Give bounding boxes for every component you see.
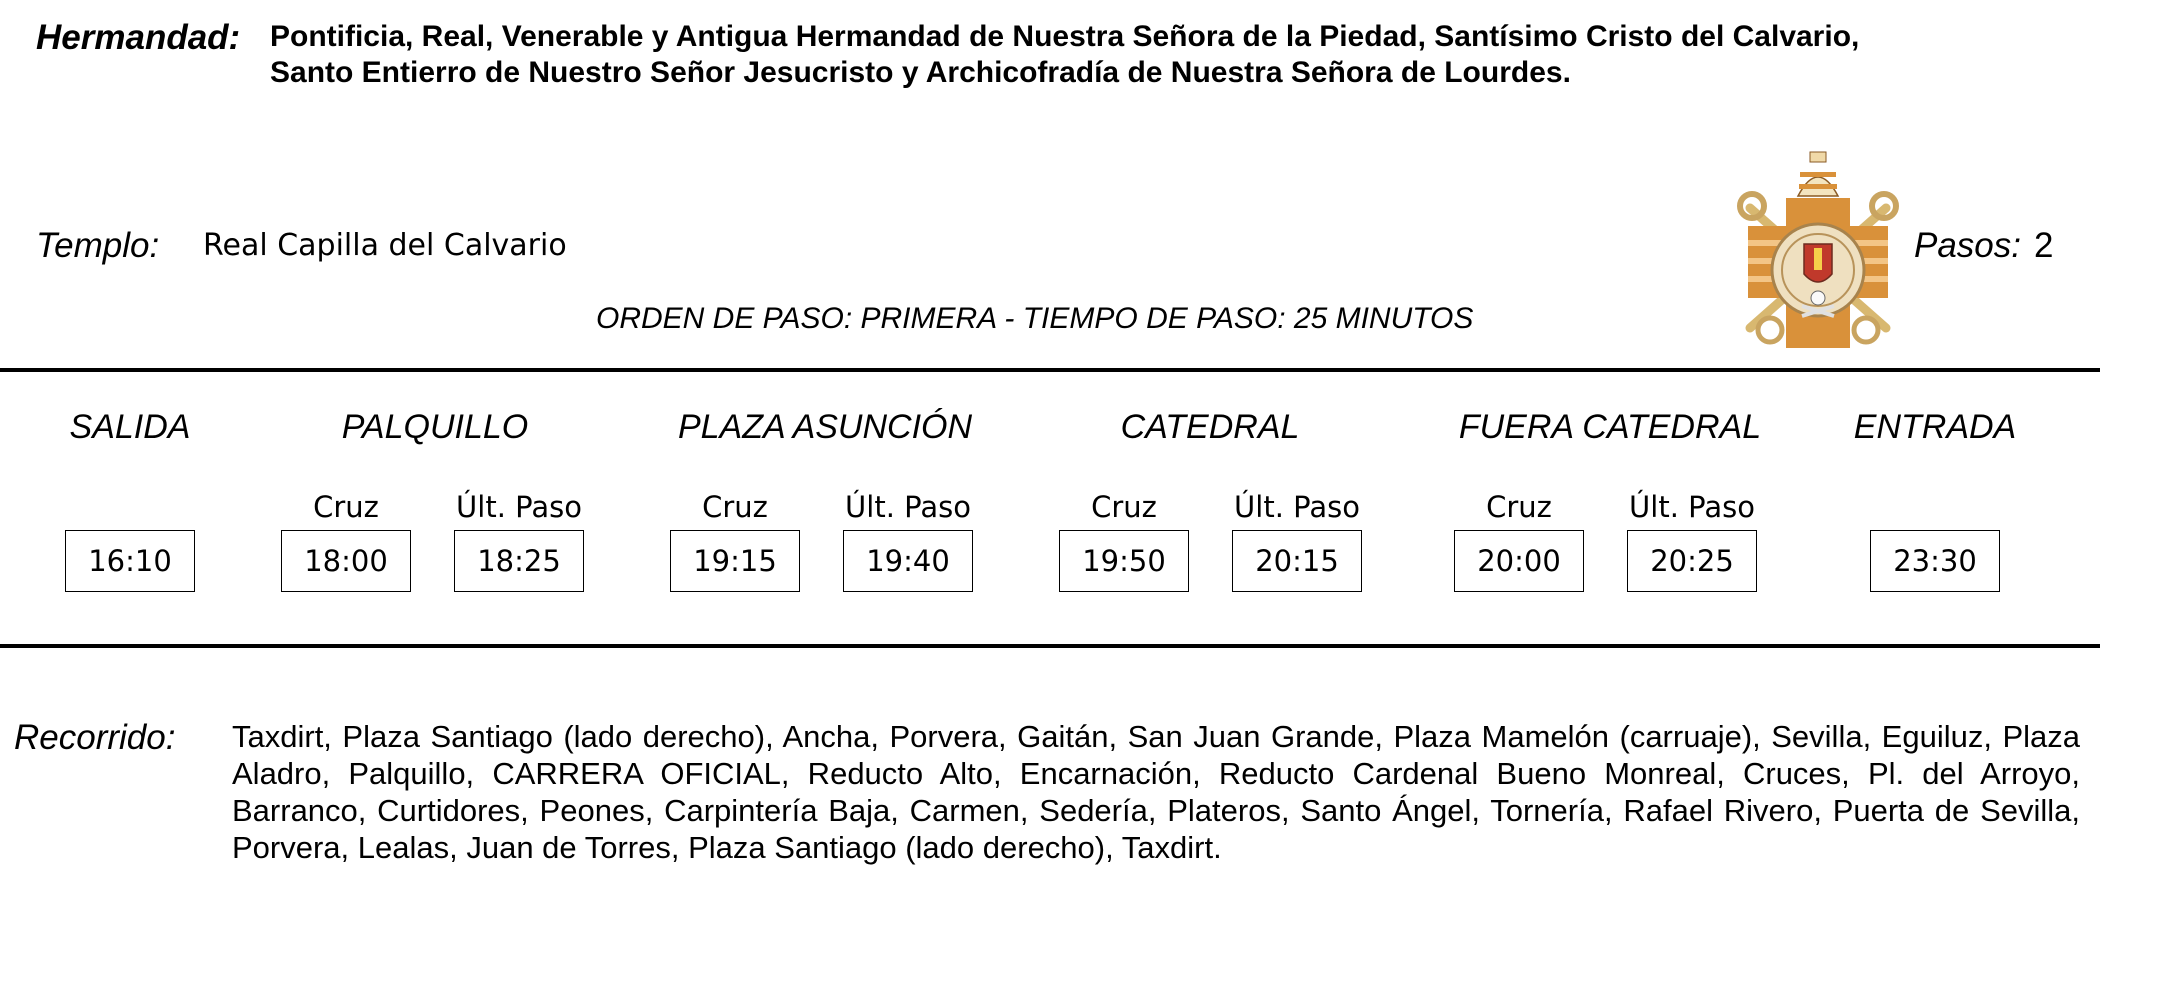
schedule-top-rule [0,368,2100,372]
schedule-bottom-rule [0,644,2100,648]
station-catedral: CATEDRAL [1120,408,1300,446]
time-entrada: 23:30 [1870,530,2000,592]
templo-value: Real Capilla del Calvario [203,228,567,263]
time-fuera-cruz: 20:00 [1454,530,1584,592]
station-palquillo: PALQUILLO [341,408,529,446]
hermandad-label: Hermandad: [36,18,241,57]
pasos-value: 2 [2034,226,2054,265]
papal-crest-icon [1730,148,1906,352]
station-fuera-catedral: FUERA CATEDRAL [1458,408,1762,446]
recorrido-text: Taxdirt, Plaza Santiago (lado derecho), Ancha, Porvera, Gaitán, San Juan Grande, Plaza Mamelón (carruaje), Sevilla, Eguiluz, Plaza Aladro, Palquillo, CARRERA OFICIAL, Reducto Alto, Encarnación, Reducto Cardenal Bueno Monreal, Cruces, Pl. del Arroyo, Barranco, Curtidores, Peones, Carpintería Baja, Carmen, Sedería, Plateros, Santo Ángel, Tornería, Rafael Rivero, Puerta de Sevilla, Porvera, Lealas, Juan de Torres, Plaza Santiago (lado derecho), Taxdirt. [232,719,2080,865]
time-fuera-ultimo: 20:25 [1627,530,1757,592]
time-plaza-cruz: 19:15 [670,530,800,592]
orden-de-paso: ORDEN DE PASO: PRIMERA - TIEMPO DE PASO: 25 MINUTOS [596,302,1474,335]
hermandad-name-line1: Pontificia, Real, Venerable y Antigua Hermandad de Nuestra Señora de la Piedad, Santísimo Cristo del Calvario, [270,20,1860,53]
hermandad-name-line2: Santo Entierro de Nuestro Señor Jesucristo y Archicofradía de Nuestra Señora de Lourdes. [270,56,1571,89]
palquillo-ultimo-label: Últ. Paso [456,490,582,524]
recorrido-label: Recorrido: [14,718,176,757]
time-palquillo-cruz: 18:00 [281,530,411,592]
time-catedral-ultimo: 20:15 [1232,530,1362,592]
time-catedral-cruz: 19:50 [1059,530,1189,592]
catedral-cruz-label: Cruz [1091,490,1157,524]
time-plaza-ultimo: 19:40 [843,530,973,592]
time-palquillo-ultimo: 18:25 [454,530,584,592]
station-plaza-asuncion: PLAZA ASUNCIÓN [677,408,973,446]
fuera-cruz-label: Cruz [1486,490,1552,524]
fuera-ultimo-label: Últ. Paso [1629,490,1755,524]
plaza-ultimo-label: Últ. Paso [845,490,971,524]
palquillo-cruz-label: Cruz [313,490,379,524]
plaza-cruz-label: Cruz [702,490,768,524]
station-salida: SALIDA [69,408,191,446]
station-entrada: ENTRADA [1853,408,2017,446]
catedral-ultimo-label: Últ. Paso [1234,490,1360,524]
time-salida: 16:10 [65,530,195,592]
pasos-label: Pasos: [1914,226,2021,265]
templo-label: Templo: [36,226,160,265]
